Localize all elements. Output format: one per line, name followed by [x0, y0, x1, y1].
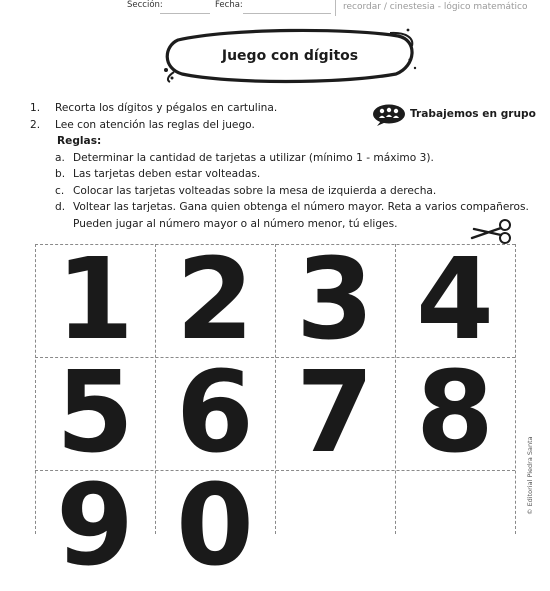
title-banner	[160, 26, 420, 84]
digit-card[interactable]: 0	[176, 461, 254, 591]
page-title: Juego con dígitos	[221, 48, 359, 64]
rules-heading-row	[30, 133, 530, 150]
header-divider	[335, 0, 336, 16]
rule-item: a. Determinar la cantidad de tarjetas a utilizar (mínimo 1 - máximo 3).	[55, 151, 434, 164]
digit-card[interactable]: 1	[56, 235, 134, 365]
digit-card[interactable]: 6	[176, 348, 254, 478]
digit-card[interactable]: 3	[296, 235, 374, 365]
rule-item: d. Voltear las tarjetas. Gana quien obtenga el número mayor. Reta a varios compañeros.	[55, 201, 529, 213]
publisher-credit: © Editorial Piedra Santa	[526, 436, 534, 515]
digit-card[interactable]: 2	[176, 235, 254, 365]
digit-card[interactable]: 9	[56, 461, 134, 591]
rule-item-continued: Pueden jugar al número mayor o al número menor, tú eliges.	[73, 217, 398, 230]
step-item: 2. Lee con atención las reglas del juego.	[30, 118, 255, 131]
section-label: Sección:	[127, 0, 163, 10]
section-fill-line	[160, 13, 210, 14]
date-fill-line	[243, 13, 331, 14]
digit-card[interactable]: 8	[416, 348, 494, 478]
digit-card[interactable]: 7	[296, 348, 374, 478]
instructions	[30, 100, 530, 232]
rule-item: b. Las tarjetas deben estar volteadas.	[55, 168, 261, 180]
date-label: Fecha:	[215, 0, 243, 10]
digit-cards-grid	[35, 235, 515, 591]
rule-item: c. Colocar las tarjetas volteadas sobre la mesa de izquierda a derecha.	[55, 184, 437, 197]
intelligences-tag: recordar / cinestesia - lógico matemático	[343, 2, 528, 12]
rules-heading: Reglas:	[57, 135, 102, 147]
group-work-label: Trabajemos en grupo	[410, 108, 536, 120]
step-item: 1. Recorta los dígitos y pégalos en cartulina.	[30, 102, 278, 114]
digit-card[interactable]: 4	[416, 235, 494, 365]
digit-card[interactable]: 5	[56, 348, 134, 478]
worksheet-header	[0, 0, 550, 18]
